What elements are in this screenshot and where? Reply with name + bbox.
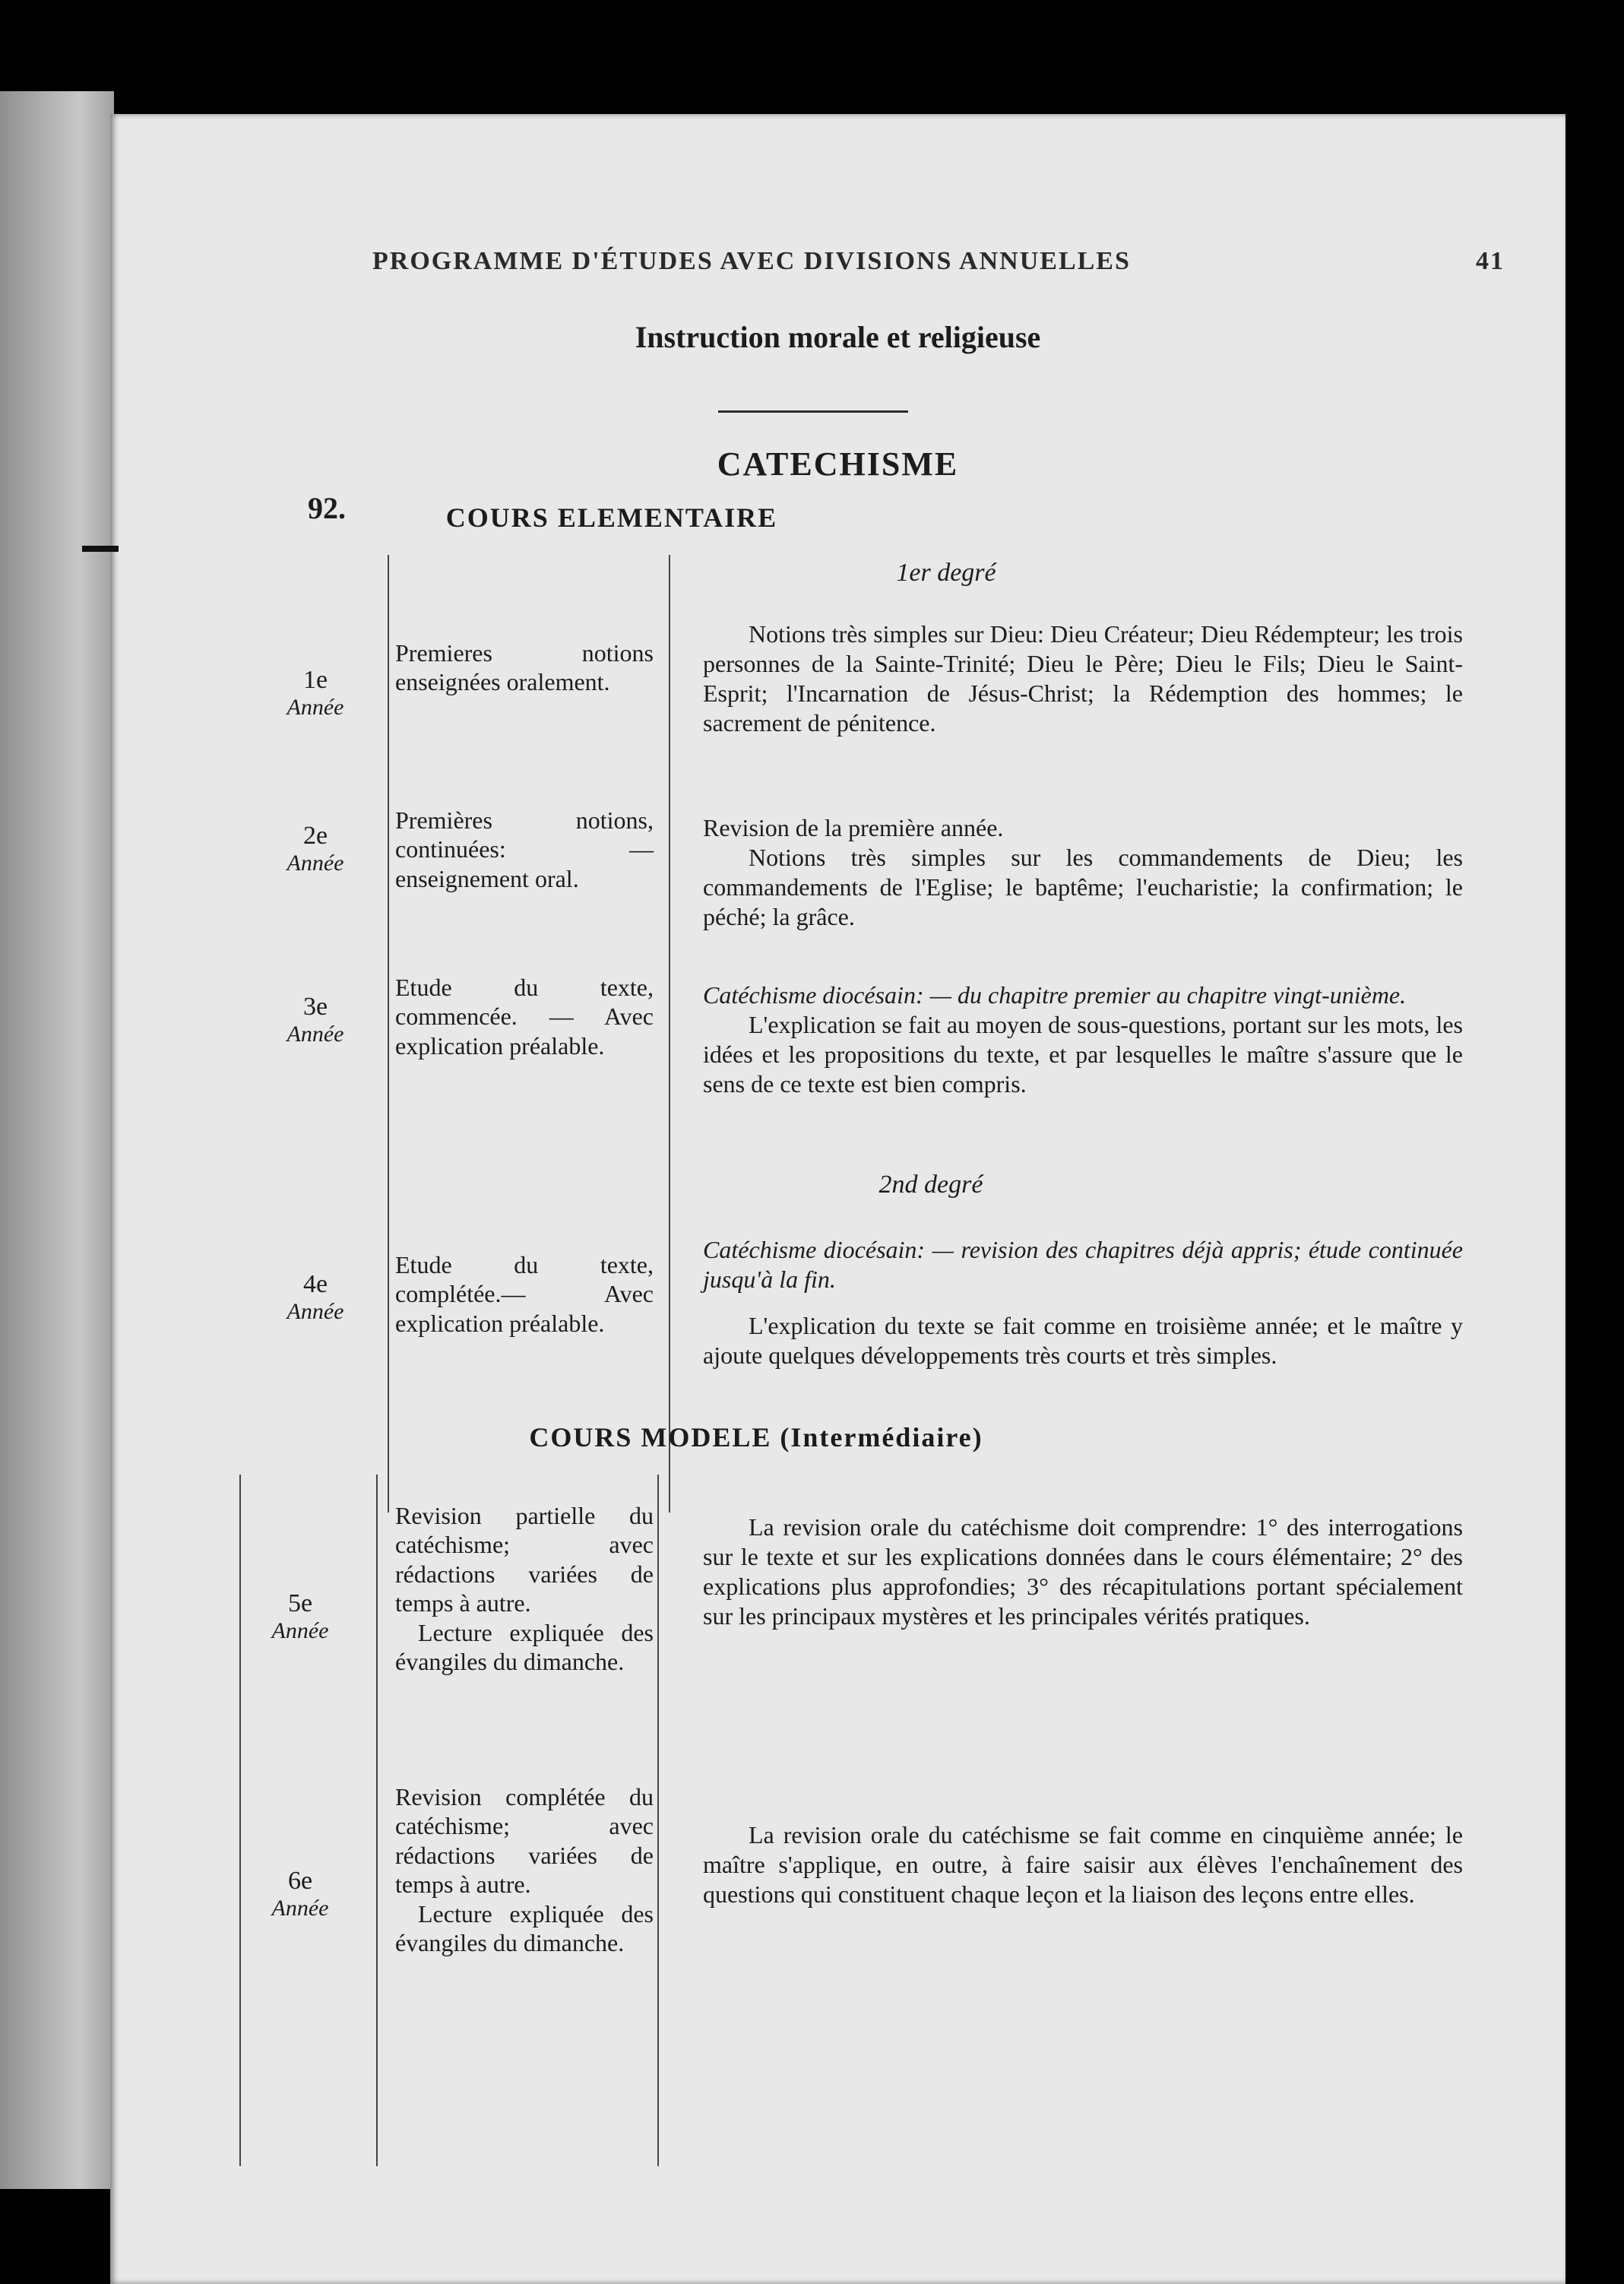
year-number: 3e [302,993,328,1021]
year-word: Année [286,1022,344,1047]
column-divider-right-2 [657,1475,659,2166]
year-topic-4: Etude du texte, complétée.— Avec explication préalable. [395,1251,654,1337]
year-label-4 [239,1269,391,1326]
content-paragraph: Notions très simples sur Dieu: Dieu Créateur; Dieu Rédempteur; les trois personnes de la Sainte-Trinité; Dieu le Père; Dieu le Fils; Dieu le Saint-Esprit; l'Incarnation de Jésus-Christ; la Rédemption des hommes; le sacrement de pénitence. [703,620,1463,737]
topic-text: Revision complétée du catéchisme; avec rédactions variées de temps à autre. [395,1783,654,1899]
year-word: Année [286,851,344,876]
topic-text: Lecture expliquée des évangiles du dimanche. [395,1899,654,1956]
year-topic-6 [395,1782,654,1957]
page-number: 41 [1476,247,1505,275]
section-title: CATECHISME [717,445,959,483]
year-number: 6e [287,1867,313,1895]
year-word: Année [286,1299,344,1325]
topic-text: Revision partielle du catéchisme; avec rédactions variées de temps à autre. [395,1502,654,1617]
content-paragraph: La revision orale du catéchisme se fait comme en cinquième année; le maître s'applique, en outre, à faire saisir aux élèves l'enchaînement des questions qui constituent chaque leçon et la liaison des leçons entre elles. [703,1821,1463,1909]
content-paragraph: La revision orale du catéchisme doit comprendre: 1° des interrogations sur le texte et sur les explications données dans le cours élémentaire; 2° des explications plus approfondies; 3° des récapitulations portant spécialement sur les principaux mystères et les principales vérités pratiques. [703,1513,1463,1630]
content-paragraph: L'explication se fait au moyen de sous-questions, portant sur les mots, les idées et les propositions du texte, et par lesquelles le maître s'assure que le sens de ce texte est bien compris. [703,1011,1463,1098]
column-divider-left-2 [376,1475,378,2166]
year-number: 2e [302,822,328,850]
year-content-3 [703,980,1463,1099]
content-text: Catéchisme diocésain: — du chapitre premier au chapitre vingt-unième. [703,981,1407,1009]
year-topic-2: Premières notions, continuées: — enseignement oral. [395,806,654,892]
margin-mark [82,546,119,552]
content-text: Catéchisme diocésain: — revision des chapitres déjà appris; étude continuée jusqu'à la fin. [703,1236,1463,1294]
column-divider-right [669,555,670,1513]
year-label-3 [239,992,391,1048]
running-title: PROGRAMME D'ÉTUDES AVEC DIVISIONS ANNUELLES [372,247,1131,275]
year-number: 4e [302,1270,328,1298]
year-word: Année [271,1618,329,1644]
document-page [110,114,1565,2284]
year-number: 5e [287,1589,313,1617]
content-paragraph: Notions très simples sur les commandements de Dieu; les commandements de l'Eglise; le baptême; l'eucharistie; la confirmation; le péché; la grâce. [703,844,1463,931]
year-label-5 [224,1589,376,1645]
year-label-1 [239,665,391,721]
year-content-4 [703,1235,1463,1370]
content-paragraph [703,1235,1463,1294]
year-topic-5 [395,1501,654,1676]
degree-second-heading: 2nd degré [878,1171,983,1199]
topic-text: Lecture expliquée des évangiles du dimanche. [395,1618,654,1675]
running-head [372,247,1505,276]
course-elementaire-heading: COURS ELEMENTAIRE [445,502,778,533]
content-paragraph [703,980,1463,1010]
year-word: Année [271,1896,329,1921]
year-topic-3: Etude du texte, commencée. — Avec explication préalable. [395,974,654,1060]
adjacent-page-edge [0,91,114,2189]
year-label-2 [239,821,391,877]
year-word: Année [286,695,344,721]
column-divider-outer [239,1475,241,2166]
course-modele-heading: COURS MODELE (Intermédiaire) [529,1422,983,1452]
year-content-6 [703,1820,1463,1909]
content-paragraph: Revision de la première année. [703,814,1004,841]
year-number: 1e [302,666,328,694]
degree-first-heading: 1er degré [896,559,996,587]
year-content-5 [703,1513,1463,1631]
page-subtitle: Instruction morale et religieuse [635,320,1041,354]
year-content-2 [703,813,1463,932]
year-topic-1: Premieres notions enseignées oralement. [395,639,654,696]
year-label-6 [224,1866,376,1922]
lesson-number: 92. [308,491,346,525]
year-content-1 [703,619,1463,738]
content-paragraph: L'explication du texte se fait comme en troisième année; et le maître y ajoute quelques développements très courts et très simples. [703,1312,1463,1370]
divider-rule [718,410,908,413]
